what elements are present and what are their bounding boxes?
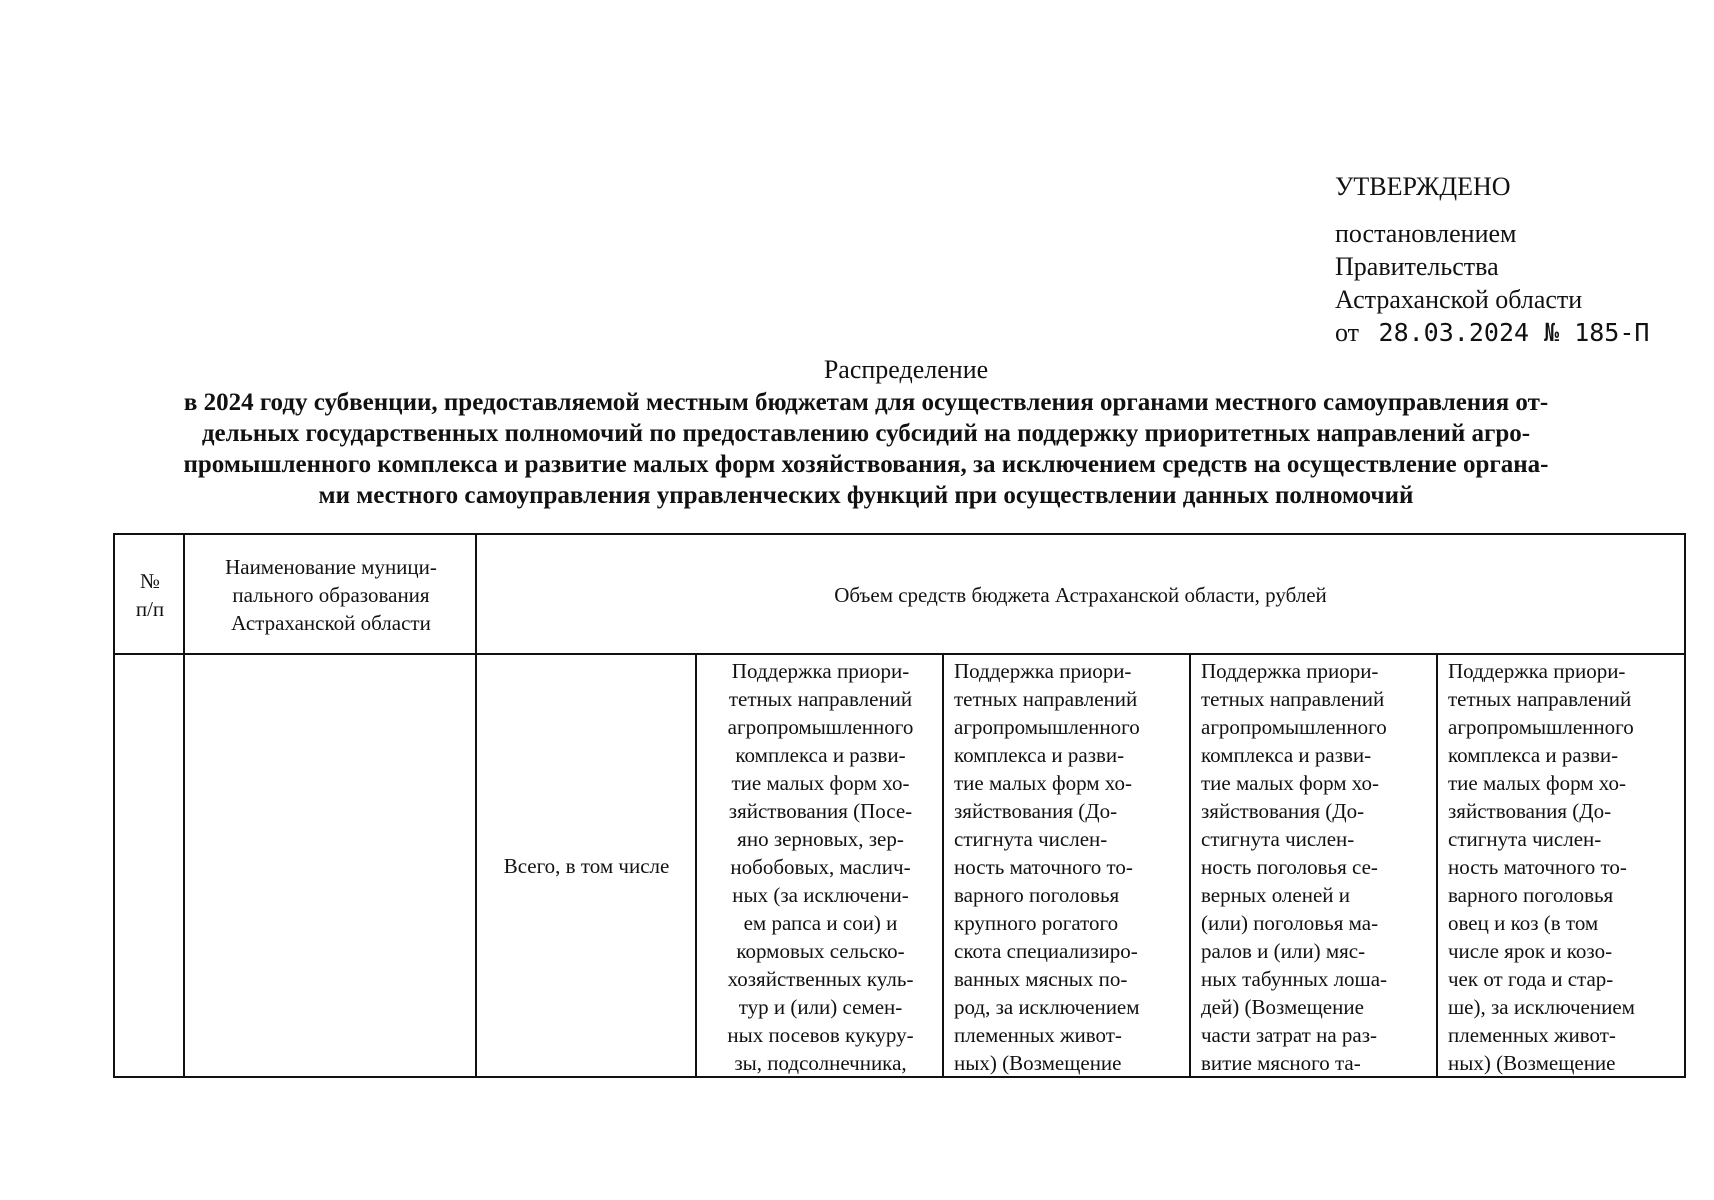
column-header-subsidy-line: Поддержка приори- (1201, 659, 1379, 683)
column-header-subsidy-line: тетных направлений (1201, 687, 1385, 711)
column-header-subsidy-line: овец и коз (в том (1448, 911, 1599, 935)
column-header-subsidy-line: комплекса и разви- (954, 743, 1125, 767)
column-header-subsidy-line: зяйствования (До- (1201, 799, 1365, 823)
column-header-subsidy-line: агропромышленного (1448, 715, 1634, 739)
approval-heading: УТВЕРЖДЕНО (1335, 172, 1511, 201)
column-header-subsidy-line: витие мясного та- (1201, 1051, 1361, 1075)
column-header-subsidy-line: ных) (Возмещение (954, 1051, 1122, 1075)
column-header-subsidy-line: ем рапса и сои) и (743, 911, 898, 935)
document-title-line: в 2024 году субвенции, предоставляемой местным бюджетам для осуществления органами местного самоуправления от- (183, 389, 1549, 416)
column-header-subsidy-line: хозяйственных куль- (727, 967, 914, 991)
column-header-subsidy-line: комплекса и разви- (735, 743, 906, 767)
document-title-line: ми местного самоуправления управленческих функций при осуществлении данных полномочий (318, 482, 1414, 509)
column-header-subsidy-line: яно зерновых, зер- (737, 827, 904, 851)
distribution-table (113, 533, 1686, 1078)
column-header-number (115, 535, 185, 655)
column-header-subsidy-line: части затрат на раз- (1201, 1023, 1377, 1047)
column-header-subsidy-2 (945, 657, 1190, 1076)
column-header-subsidy-line: ность маточного то- (954, 855, 1133, 879)
column-header-subsidy-3 (1192, 657, 1437, 1076)
column-header-subsidy-line: агропромышленного (954, 715, 1140, 739)
column-header-subsidy-line: дей) (Возмещение (1201, 995, 1364, 1019)
column-header-number-line: п/п (135, 597, 165, 621)
column-header-subsidy-line: кормовых сельско- (736, 939, 905, 963)
column-header-subsidy-line: верных оленей и (1201, 883, 1351, 907)
column-header-subsidy-line: ность поголовья се- (1201, 855, 1378, 879)
column-header-subsidy-line: нобобовых, маслич- (730, 855, 911, 879)
approval-line: Астраханской области (1335, 285, 1583, 314)
column-header-subsidy-line: тетных направлений (954, 687, 1138, 711)
column-header-subsidy-line: тие малых форм хо- (731, 771, 910, 795)
column-header-subsidy-line: зы, подсолнечника, (734, 1051, 907, 1075)
column-header-subsidy-line: племенных живот- (954, 1023, 1122, 1047)
column-header-subsidy-line: ных (за исключени- (732, 883, 909, 907)
column-header-subsidy-line: зяйствования (Посе- (728, 799, 913, 823)
column-header-subsidy-line: зяйствования (До- (1448, 799, 1612, 823)
column-header-subsidy-line: ность маточного то- (1448, 855, 1627, 879)
column-header-subsidy-line: ных посевов кукуру- (727, 1023, 914, 1047)
column-header-subsidy-line: Поддержка приори- (731, 659, 910, 683)
column-header-subsidy-line: крупного рогатого (954, 911, 1119, 935)
column-header-subsidy-line: ралов и (или) мяс- (1201, 939, 1366, 963)
column-header-subsidy-line: ше), за исключением (1448, 995, 1635, 1019)
column-header-subsidy-line: Поддержка приори- (1448, 659, 1626, 683)
column-header-subsidy-line: тур и (или) семен- (738, 995, 903, 1019)
column-header-subsidy-line: варного поголовья (954, 883, 1120, 907)
column-header-subsidy-line: Поддержка приори- (954, 659, 1132, 683)
column-header-subsidy-line: агропромышленного (1201, 715, 1387, 739)
approval-line: постановлением (1335, 219, 1517, 248)
column-header-subsidy-line: агропромышленного (727, 715, 914, 739)
column-header-subsidy-4 (1439, 657, 1684, 1076)
column-header-subsidy-line: скота специализиро- (954, 939, 1138, 963)
column-header-subsidy-line: племенных живот- (1448, 1023, 1616, 1047)
column-header-subsidy-line: стигнута числен- (954, 827, 1108, 851)
approval-date-line (1335, 316, 1675, 349)
column-header-subsidy-line: тие малых форм хо- (1201, 771, 1379, 795)
column-header-subsidy-line: ных) (Возмещение (1448, 1051, 1616, 1075)
column-header-subsidy-line: тетных направлений (728, 687, 913, 711)
column-header-subsidy-line: ных табунных лоша- (1201, 967, 1388, 991)
document-title-line: дельных государственных полномочий по предоставлению субсидий на поддержку приоритетных направлений агро- (201, 420, 1531, 447)
approval-line: Правительства (1335, 252, 1499, 281)
document-title-word: Распределение (823, 355, 989, 384)
approval-date-prefix: от (1335, 318, 1360, 347)
column-header-subsidy-1 (698, 657, 943, 1076)
column-header-subsidy-line: род, за исключением (954, 995, 1140, 1019)
column-header-subsidy-line: тие малых форм хо- (954, 771, 1132, 795)
column-header-municipality: Наименование муници-пального образования Астраханской области (225, 555, 437, 635)
column-header-subsidy-line: ванных мясных по- (954, 967, 1128, 991)
document-title-line: промышленного комплекса и развитие малых форм хозяйствования, за исключением средств на осуществление органа- (183, 451, 1549, 478)
column-header-subsidy-line: тетных направлений (1448, 687, 1632, 711)
column-header-total: Всего, в том числе (503, 853, 670, 878)
column-header-subsidy-line: стигнута числен- (1448, 827, 1602, 851)
column-header-number-line: № (139, 569, 161, 593)
column-header-subsidy-line: стигнута числен- (1201, 827, 1355, 851)
column-header-subsidy-line: числе ярок и козо- (1448, 939, 1613, 963)
column-header-subsidy-line: тие малых форм хо- (1448, 771, 1626, 795)
approval-date-stamp: 28.03.2024 № 185-П (1378, 318, 1650, 347)
approval-block (1335, 170, 1675, 349)
column-header-subsidy-line: комплекса и разви- (1448, 743, 1619, 767)
column-header-subsidy-line: зяйствования (До- (954, 799, 1118, 823)
column-header-subsidy-line: комплекса и разви- (1201, 743, 1372, 767)
document-title (116, 387, 1616, 511)
column-header-subsidy-line: варного поголовья (1448, 883, 1614, 907)
column-header-subsidy-line: (или) поголовья ма- (1201, 911, 1379, 935)
column-header-subsidy-line: чек от года и стар- (1448, 967, 1614, 991)
column-header-budget-volume: Объем средств бюджета Астраханской области, рублей (834, 583, 1327, 607)
